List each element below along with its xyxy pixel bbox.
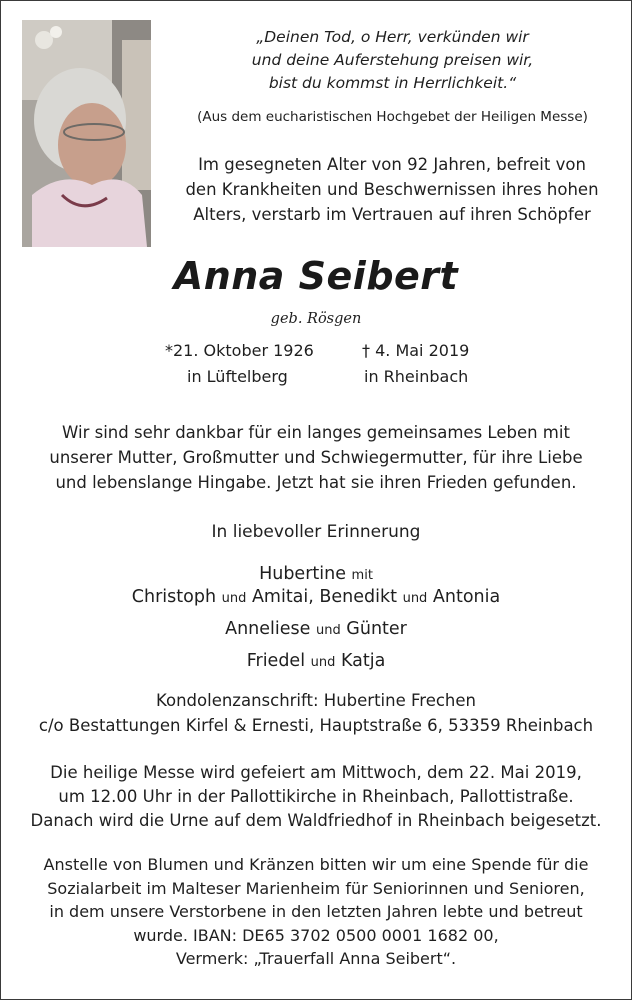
mass-info bbox=[0, 761, 632, 833]
intro-line: Alters, verstarb im Vertrauen auf ihren Schöpfer bbox=[193, 205, 591, 224]
family-conjunction: mit bbox=[351, 568, 373, 583]
family-conjunction: und bbox=[221, 591, 247, 606]
family-name: Günter bbox=[346, 619, 407, 639]
mass-line: Danach wird die Urne auf dem Waldfriedhof in Rheinbach beigesetzt. bbox=[30, 811, 602, 830]
family-name: Christoph bbox=[131, 587, 217, 607]
intro-text bbox=[158, 152, 626, 227]
family-name: Hubertine bbox=[259, 564, 346, 584]
bible-quote bbox=[160, 26, 625, 95]
quote-line: bist du kommst in Herrlichkeit.“ bbox=[268, 74, 517, 92]
family-row bbox=[0, 645, 632, 679]
quote-line: „Deinen Tod, o Herr, verkünden wir bbox=[256, 28, 529, 46]
donation-line: wurde. IBAN: DE65 3702 0500 0001 1682 00, bbox=[133, 925, 499, 945]
birth-info bbox=[165, 338, 314, 390]
thanks-line: und lebenslange Hingabe. Jetzt hat sie ihren Frieden gefunden. bbox=[55, 473, 577, 492]
family-name: Katja bbox=[340, 651, 386, 671]
donation-line: Vermerk: „Trauerfall Anna Seibert“. bbox=[175, 949, 457, 968]
quote-source: (Aus dem eucharistischen Hochgebet der Heiligen Messe) bbox=[197, 109, 588, 125]
thanks-line: Wir sind sehr dankbar für ein langes gemeinsames Leben mit bbox=[62, 423, 570, 442]
condolence-line: c/o Bestattungen Kirfel & Ernesti, Hauptstraße 6, 53359 Rheinbach bbox=[38, 716, 594, 735]
thanks-text bbox=[0, 420, 632, 495]
family-name: Friedel bbox=[246, 651, 306, 671]
birth-place: in Lüftelberg bbox=[187, 367, 288, 386]
mass-line: um 12.00 Uhr in der Pallottikirche in Rheinbach, Pallottistraße. bbox=[58, 787, 574, 806]
deceased-name: Anna Seibert bbox=[173, 254, 459, 298]
death-place: in Rheinbach bbox=[364, 367, 469, 386]
donation-line: Anstelle von Blumen und Kränzen bitten wir um eine Spende für die bbox=[43, 855, 589, 874]
birth-date: *21. Oktober 1926 bbox=[165, 341, 314, 360]
portrait-photo bbox=[22, 20, 151, 247]
mass-line: Die heilige Messe wird gefeiert am Mittwoch, dem 22. Mai 2019, bbox=[50, 763, 582, 782]
condolence-address bbox=[0, 688, 632, 738]
birth-name: geb. Rösgen bbox=[270, 311, 362, 327]
family-name: Antonia bbox=[432, 587, 501, 607]
death-date: † 4. Mai 2019 bbox=[362, 341, 470, 360]
family-name: Amitai, Benedikt bbox=[251, 587, 397, 607]
family-conjunction: und bbox=[315, 623, 341, 638]
donation-line: Sozialarbeit im Malteser Marienheim für Seniorinnen und Senioren, bbox=[47, 878, 585, 898]
intro-line: Im gesegneten Alter von 92 Jahren, befreit von bbox=[198, 155, 586, 174]
death-info bbox=[362, 338, 469, 390]
donation-line: in dem unsere Verstorbene in den letzten Jahren lebte und betreut bbox=[49, 902, 583, 921]
family-row bbox=[0, 581, 632, 615]
family-row bbox=[0, 613, 632, 647]
thanks-line: unserer Mutter, Großmutter und Schwiegermutter, für ihre Liebe bbox=[49, 448, 583, 467]
family-conjunction: und bbox=[402, 591, 428, 606]
memory-heading: In liebevoller Erinnerung bbox=[211, 522, 421, 542]
intro-line: den Krankheiten und Beschwernissen ihres hohen bbox=[185, 180, 599, 199]
quote-line: und deine Auferstehung preisen wir, bbox=[251, 51, 534, 69]
family-name: Anneliese bbox=[225, 619, 311, 639]
donation-info bbox=[0, 853, 632, 971]
condolence-line: Kondolenzanschrift: Hubertine Frechen bbox=[155, 691, 476, 710]
family-conjunction: und bbox=[310, 655, 336, 670]
